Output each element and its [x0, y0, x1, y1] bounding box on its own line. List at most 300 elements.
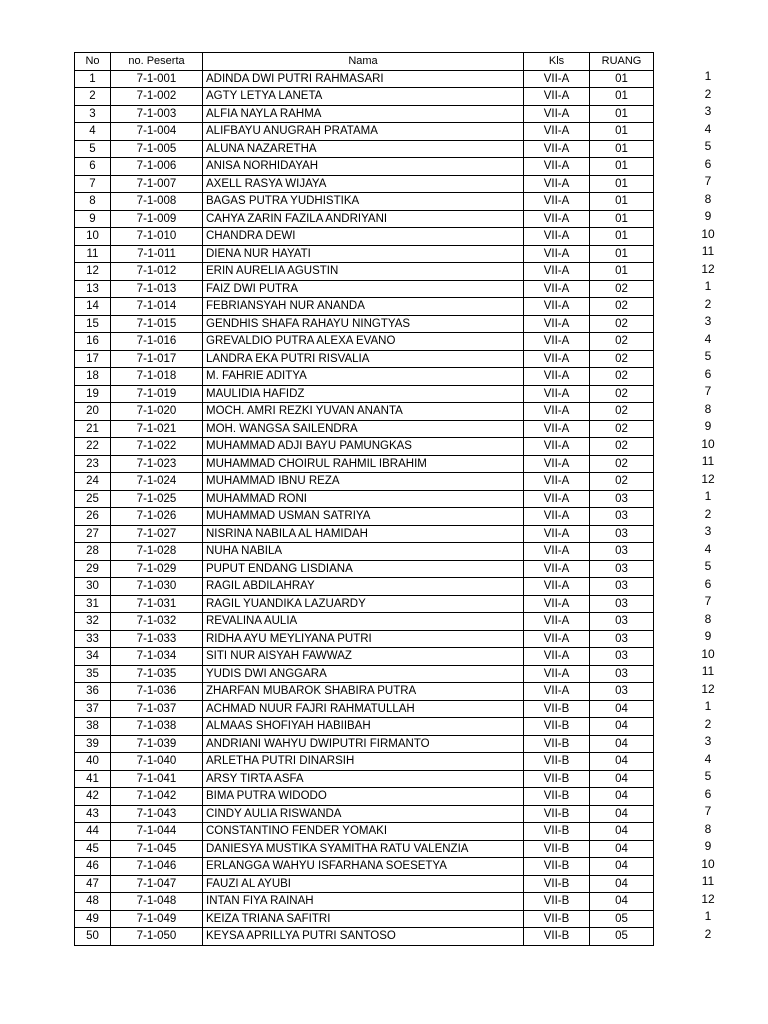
room-cell: 05 — [590, 928, 654, 946]
table-row — [75, 560, 654, 578]
table-row — [75, 438, 654, 456]
seat-number: 7 — [704, 594, 712, 608]
participant-table — [74, 52, 654, 946]
participant-number-cell: 7-1-043 — [111, 805, 203, 823]
participant-name-cell: ANISA NORHIDAYAH — [203, 158, 524, 176]
table-row — [75, 88, 654, 106]
room-cell: 02 — [590, 368, 654, 386]
participant-name-cell: AXELL RASYA WIJAYA — [203, 175, 524, 193]
seat-number: 5 — [704, 769, 712, 783]
seat-number: 12 — [701, 471, 715, 486]
participant-number-cell: 7-1-027 — [111, 525, 203, 543]
table-row — [75, 403, 654, 421]
participant-name-cell: ANDRIANI WAHYU DWIPUTRI FIRMANTO — [203, 735, 524, 753]
table-row — [75, 140, 654, 158]
seat-number: 6 — [704, 576, 712, 591]
seat-number: 5 — [704, 139, 712, 153]
room-cell: 03 — [590, 665, 654, 683]
participant-name-cell: AGTY LETYA LANETA — [203, 88, 524, 106]
row-number-cell: 19 — [75, 385, 111, 403]
seat-number: 9 — [704, 839, 712, 853]
row-number-cell: 13 — [75, 280, 111, 298]
participant-number-cell: 7-1-020 — [111, 403, 203, 421]
participant-name-cell: FEBRIANSYAH NUR ANANDA — [203, 298, 524, 316]
room-cell: 04 — [590, 858, 654, 876]
seat-number: 6 — [704, 786, 712, 801]
participant-number-cell: 7-1-007 — [111, 175, 203, 193]
class-cell: VII-A — [524, 333, 590, 351]
participant-name-cell: ALUNA NAZARETHA — [203, 140, 524, 158]
seat-number: 10 — [701, 646, 715, 661]
participant-number-cell: 7-1-023 — [111, 455, 203, 473]
room-cell: 02 — [590, 420, 654, 438]
table-row — [75, 683, 654, 701]
participant-number-cell: 7-1-048 — [111, 893, 203, 911]
participant-number-cell: 7-1-002 — [111, 88, 203, 106]
participant-number-cell: 7-1-047 — [111, 875, 203, 893]
seat-number: 7 — [704, 804, 712, 818]
participant-name-cell: KEIZA TRIANA SAFITRI — [203, 910, 524, 928]
participant-number-cell: 7-1-021 — [111, 420, 203, 438]
table-row — [75, 735, 654, 753]
table-row — [75, 105, 654, 123]
row-number-cell: 26 — [75, 508, 111, 526]
room-cell: 02 — [590, 350, 654, 368]
class-cell: VII-A — [524, 210, 590, 228]
participant-number-cell: 7-1-031 — [111, 595, 203, 613]
room-cell: 03 — [590, 543, 654, 561]
table-row — [75, 490, 654, 508]
participant-number-cell: 7-1-024 — [111, 473, 203, 491]
participant-name-cell: ZHARFAN MUBAROK SHABIRA PUTRA — [203, 683, 524, 701]
participant-name-cell: ERIN AURELIA AGUSTIN — [203, 263, 524, 281]
room-cell: 01 — [590, 175, 654, 193]
seat-number: 9 — [704, 209, 712, 223]
row-number-cell: 43 — [75, 805, 111, 823]
seat-number: 10 — [701, 436, 715, 451]
row-number-cell: 50 — [75, 928, 111, 946]
table-row — [75, 525, 654, 543]
class-cell: VII-A — [524, 508, 590, 526]
row-number-cell: 47 — [75, 875, 111, 893]
seat-number: 11 — [701, 874, 715, 888]
row-number-cell: 44 — [75, 823, 111, 841]
room-cell: 03 — [590, 648, 654, 666]
class-cell: VII-A — [524, 403, 590, 421]
room-cell: 02 — [590, 403, 654, 421]
participant-name-cell: RIDHA AYU MEYLIYANA PUTRI — [203, 630, 524, 648]
room-cell: 03 — [590, 490, 654, 508]
table-row — [75, 928, 654, 946]
table-row — [75, 70, 654, 88]
seat-number: 6 — [704, 366, 712, 381]
participant-number-cell: 7-1-011 — [111, 245, 203, 263]
room-cell: 03 — [590, 683, 654, 701]
room-cell: 04 — [590, 875, 654, 893]
seat-number: 4 — [704, 541, 712, 556]
table-row — [75, 578, 654, 596]
row-number-cell: 39 — [75, 735, 111, 753]
participant-number-cell: 7-1-038 — [111, 718, 203, 736]
row-number-cell: 7 — [75, 175, 111, 193]
participant-number-cell: 7-1-034 — [111, 648, 203, 666]
participant-name-cell: MAULIDIA HAFIDZ — [203, 385, 524, 403]
participant-number-cell: 7-1-032 — [111, 613, 203, 631]
seat-number: 4 — [704, 331, 712, 346]
row-number-cell: 10 — [75, 228, 111, 246]
participant-name-cell: NUHA NABILA — [203, 543, 524, 561]
participant-name-cell: MUHAMMAD ADJI BAYU PAMUNGKAS — [203, 438, 524, 456]
room-cell: 02 — [590, 333, 654, 351]
participant-name-cell: YUDIS DWI ANGGARA — [203, 665, 524, 683]
class-cell: VII-A — [524, 70, 590, 88]
participant-number-cell: 7-1-037 — [111, 700, 203, 718]
class-cell: VII-A — [524, 88, 590, 106]
row-number-cell: 11 — [75, 245, 111, 263]
seat-number: 5 — [704, 349, 712, 363]
participant-number-cell: 7-1-049 — [111, 910, 203, 928]
class-cell: VII-A — [524, 473, 590, 491]
seat-number: 12 — [701, 891, 715, 906]
class-cell: VII-B — [524, 718, 590, 736]
row-number-cell: 21 — [75, 420, 111, 438]
participant-number-cell: 7-1-005 — [111, 140, 203, 158]
class-cell: VII-B — [524, 770, 590, 788]
header-peserta: no. Peserta — [111, 53, 203, 71]
participant-name-cell: SITI NUR AISYAH FAWWAZ — [203, 648, 524, 666]
row-number-cell: 37 — [75, 700, 111, 718]
table-row — [75, 893, 654, 911]
room-cell: 03 — [590, 508, 654, 526]
seat-number: 2 — [704, 926, 712, 941]
seat-number: 9 — [704, 419, 712, 433]
seat-number: 1 — [704, 489, 712, 503]
class-cell: VII-A — [524, 280, 590, 298]
seat-number: 7 — [704, 384, 712, 398]
participant-name-cell: RAGIL ABDILAHRAY — [203, 578, 524, 596]
room-cell: 01 — [590, 228, 654, 246]
row-number-cell: 3 — [75, 105, 111, 123]
class-cell: VII-B — [524, 910, 590, 928]
class-cell: VII-A — [524, 105, 590, 123]
table-row — [75, 613, 654, 631]
class-cell: VII-A — [524, 578, 590, 596]
class-cell: VII-A — [524, 298, 590, 316]
seat-number: 5 — [704, 559, 712, 573]
row-number-cell: 2 — [75, 88, 111, 106]
table-row — [75, 875, 654, 893]
header-no: No — [75, 53, 111, 71]
row-number-cell: 41 — [75, 770, 111, 788]
participant-number-cell: 7-1-029 — [111, 560, 203, 578]
seat-number: 10 — [701, 856, 715, 871]
class-cell: VII-B — [524, 858, 590, 876]
seat-number: 4 — [704, 121, 712, 136]
participant-number-cell: 7-1-028 — [111, 543, 203, 561]
room-cell: 01 — [590, 263, 654, 281]
row-number-cell: 23 — [75, 455, 111, 473]
participant-number-cell: 7-1-010 — [111, 228, 203, 246]
participant-number-cell: 7-1-039 — [111, 735, 203, 753]
participant-number-cell: 7-1-015 — [111, 315, 203, 333]
room-cell: 01 — [590, 88, 654, 106]
table-row — [75, 385, 654, 403]
table-row — [75, 648, 654, 666]
table-row — [75, 333, 654, 351]
room-cell: 03 — [590, 595, 654, 613]
row-number-cell: 5 — [75, 140, 111, 158]
participant-name-cell: ADINDA DWI PUTRI RAHMASARI — [203, 70, 524, 88]
row-number-cell: 25 — [75, 490, 111, 508]
row-number-cell: 24 — [75, 473, 111, 491]
room-cell: 04 — [590, 718, 654, 736]
participant-name-cell: GREVALDIO PUTRA ALEXA EVANO — [203, 333, 524, 351]
class-cell: VII-A — [524, 420, 590, 438]
room-cell: 01 — [590, 70, 654, 88]
class-cell: VII-A — [524, 123, 590, 141]
seat-number: 3 — [704, 524, 712, 538]
participant-number-cell: 7-1-016 — [111, 333, 203, 351]
seat-number: 1 — [704, 909, 712, 923]
seat-number: 1 — [704, 279, 712, 293]
class-cell: VII-A — [524, 175, 590, 193]
row-number-cell: 42 — [75, 788, 111, 806]
table-row — [75, 595, 654, 613]
room-cell: 03 — [590, 613, 654, 631]
row-number-cell: 27 — [75, 525, 111, 543]
table-row — [75, 158, 654, 176]
row-number-cell: 35 — [75, 665, 111, 683]
class-cell: VII-A — [524, 648, 590, 666]
table-row — [75, 718, 654, 736]
class-cell: VII-A — [524, 490, 590, 508]
participant-number-cell: 7-1-030 — [111, 578, 203, 596]
room-cell: 04 — [590, 735, 654, 753]
row-number-cell: 6 — [75, 158, 111, 176]
participant-name-cell: DIENA NUR HAYATI — [203, 245, 524, 263]
row-number-cell: 36 — [75, 683, 111, 701]
class-cell: VII-A — [524, 525, 590, 543]
seat-number: 3 — [704, 314, 712, 328]
participant-name-cell: DANIESYA MUSTIKA SYAMITHA RATU VALENZIA — [203, 840, 524, 858]
room-cell: 02 — [590, 280, 654, 298]
class-cell: VII-A — [524, 228, 590, 246]
table-row — [75, 700, 654, 718]
class-cell: VII-A — [524, 140, 590, 158]
row-number-cell: 8 — [75, 193, 111, 211]
table-row — [75, 455, 654, 473]
participant-number-cell: 7-1-033 — [111, 630, 203, 648]
participant-number-cell: 7-1-035 — [111, 665, 203, 683]
participant-number-cell: 7-1-022 — [111, 438, 203, 456]
table-row — [75, 245, 654, 263]
class-cell: VII-B — [524, 875, 590, 893]
class-cell: VII-A — [524, 613, 590, 631]
table-row — [75, 175, 654, 193]
seat-number: 12 — [701, 261, 715, 276]
room-cell: 01 — [590, 210, 654, 228]
participant-number-cell: 7-1-012 — [111, 263, 203, 281]
participant-name-cell: CHANDRA DEWI — [203, 228, 524, 246]
row-number-cell: 48 — [75, 893, 111, 911]
participant-name-cell: ALIFBAYU ANUGRAH PRATAMA — [203, 123, 524, 141]
table-row — [75, 473, 654, 491]
seat-number: 12 — [701, 681, 715, 696]
class-cell: VII-B — [524, 735, 590, 753]
header-ruang: RUANG — [590, 53, 654, 71]
room-cell: 02 — [590, 315, 654, 333]
participant-name-cell: RAGIL YUANDIKA LAZUARDY — [203, 595, 524, 613]
participant-name-cell: LANDRA EKA PUTRI RISVALIA — [203, 350, 524, 368]
participant-number-cell: 7-1-041 — [111, 770, 203, 788]
participant-number-cell: 7-1-036 — [111, 683, 203, 701]
table-row — [75, 805, 654, 823]
class-cell: VII-A — [524, 315, 590, 333]
participant-number-cell: 7-1-001 — [111, 70, 203, 88]
participant-number-cell: 7-1-019 — [111, 385, 203, 403]
participant-name-cell: MUHAMMAD RONI — [203, 490, 524, 508]
participant-name-cell: MOCH. AMRI REZKI YUVAN ANANTA — [203, 403, 524, 421]
room-cell: 02 — [590, 455, 654, 473]
seat-number: 8 — [704, 401, 712, 416]
class-cell: VII-A — [524, 543, 590, 561]
seat-number: 8 — [704, 611, 712, 626]
participant-number-cell: 7-1-050 — [111, 928, 203, 946]
participant-name-cell: NISRINA NABILA AL HAMIDAH — [203, 525, 524, 543]
class-cell: VII-A — [524, 455, 590, 473]
class-cell: VII-B — [524, 928, 590, 946]
table-row — [75, 280, 654, 298]
class-cell: VII-A — [524, 438, 590, 456]
seat-number: 4 — [704, 751, 712, 766]
participant-name-cell: CAHYA ZARIN FAZILA ANDRIYANI — [203, 210, 524, 228]
row-number-cell: 17 — [75, 350, 111, 368]
room-cell: 02 — [590, 385, 654, 403]
participant-number-cell: 7-1-025 — [111, 490, 203, 508]
class-cell: VII-B — [524, 753, 590, 771]
room-cell: 04 — [590, 840, 654, 858]
class-cell: VII-A — [524, 350, 590, 368]
participant-name-cell: GENDHIS SHAFA RAHAYU NINGTYAS — [203, 315, 524, 333]
room-cell: 04 — [590, 788, 654, 806]
row-number-cell: 31 — [75, 595, 111, 613]
row-number-cell: 45 — [75, 840, 111, 858]
class-cell: VII-A — [524, 595, 590, 613]
participant-name-cell: KEYSA APRILLYA PUTRI SANTOSO — [203, 928, 524, 946]
table-row — [75, 840, 654, 858]
row-number-cell: 49 — [75, 910, 111, 928]
seat-number: 1 — [704, 69, 712, 83]
participant-number-cell: 7-1-046 — [111, 858, 203, 876]
seat-number: 3 — [704, 104, 712, 118]
seat-number: 9 — [704, 629, 712, 643]
table-row — [75, 910, 654, 928]
participant-name-cell: CINDY AULIA RISWANDA — [203, 805, 524, 823]
seat-number: 3 — [704, 734, 712, 748]
header-nama: Nama — [203, 53, 524, 71]
header-row — [75, 53, 654, 71]
participant-name-cell: FAUZI AL AYUBI — [203, 875, 524, 893]
room-cell: 03 — [590, 525, 654, 543]
row-number-cell: 28 — [75, 543, 111, 561]
participant-name-cell: BIMA PUTRA WIDODO — [203, 788, 524, 806]
seat-number: 7 — [704, 174, 712, 188]
table-row — [75, 508, 654, 526]
seat-number: 2 — [704, 506, 712, 521]
seat-number: 11 — [701, 664, 715, 678]
participant-name-cell: CONSTANTINO FENDER YOMAKI — [203, 823, 524, 841]
participant-number-cell: 7-1-026 — [111, 508, 203, 526]
table-row — [75, 123, 654, 141]
row-number-cell: 1 — [75, 70, 111, 88]
participant-name-cell: FAIZ DWI PUTRA — [203, 280, 524, 298]
row-number-cell: 15 — [75, 315, 111, 333]
table-row — [75, 665, 654, 683]
table-row — [75, 350, 654, 368]
class-cell: VII-B — [524, 805, 590, 823]
seat-number: 1 — [704, 699, 712, 713]
row-number-cell: 29 — [75, 560, 111, 578]
participant-name-cell: ERLANGGA WAHYU ISFARHANA SOESETYA — [203, 858, 524, 876]
participant-name-cell: ARLETHA PUTRI DINARSIH — [203, 753, 524, 771]
seat-number: 11 — [701, 244, 715, 258]
class-cell: VII-A — [524, 158, 590, 176]
class-cell: VII-A — [524, 630, 590, 648]
room-cell: 03 — [590, 630, 654, 648]
row-number-cell: 33 — [75, 630, 111, 648]
seat-number: 11 — [701, 454, 715, 468]
participant-number-cell: 7-1-018 — [111, 368, 203, 386]
room-cell: 02 — [590, 298, 654, 316]
room-cell: 05 — [590, 910, 654, 928]
row-number-cell: 22 — [75, 438, 111, 456]
participant-number-cell: 7-1-013 — [111, 280, 203, 298]
row-number-cell: 38 — [75, 718, 111, 736]
table-row — [75, 788, 654, 806]
table-row — [75, 210, 654, 228]
table-row — [75, 315, 654, 333]
table-row — [75, 228, 654, 246]
participant-number-cell: 7-1-014 — [111, 298, 203, 316]
participant-name-cell: BAGAS PUTRA YUDHISTIKA — [203, 193, 524, 211]
participant-number-cell: 7-1-008 — [111, 193, 203, 211]
seat-number: 8 — [704, 191, 712, 206]
participant-name-cell: MUHAMMAD USMAN SATRIYA — [203, 508, 524, 526]
table-row — [75, 420, 654, 438]
class-cell: VII-A — [524, 263, 590, 281]
room-cell: 02 — [590, 473, 654, 491]
seat-number: 10 — [701, 226, 715, 241]
row-number-cell: 12 — [75, 263, 111, 281]
participant-name-cell: MUHAMMAD IBNU REZA — [203, 473, 524, 491]
row-number-cell: 32 — [75, 613, 111, 631]
room-cell: 01 — [590, 105, 654, 123]
seat-number-column — [688, 66, 728, 941]
room-cell: 01 — [590, 245, 654, 263]
table-row — [75, 298, 654, 316]
room-cell: 04 — [590, 805, 654, 823]
room-cell: 01 — [590, 193, 654, 211]
room-cell: 04 — [590, 770, 654, 788]
room-cell: 04 — [590, 893, 654, 911]
class-cell: VII-A — [524, 560, 590, 578]
seat-number: 2 — [704, 296, 712, 311]
table-row — [75, 753, 654, 771]
class-cell: VII-B — [524, 893, 590, 911]
row-number-cell: 4 — [75, 123, 111, 141]
row-number-cell: 40 — [75, 753, 111, 771]
row-number-cell: 14 — [75, 298, 111, 316]
